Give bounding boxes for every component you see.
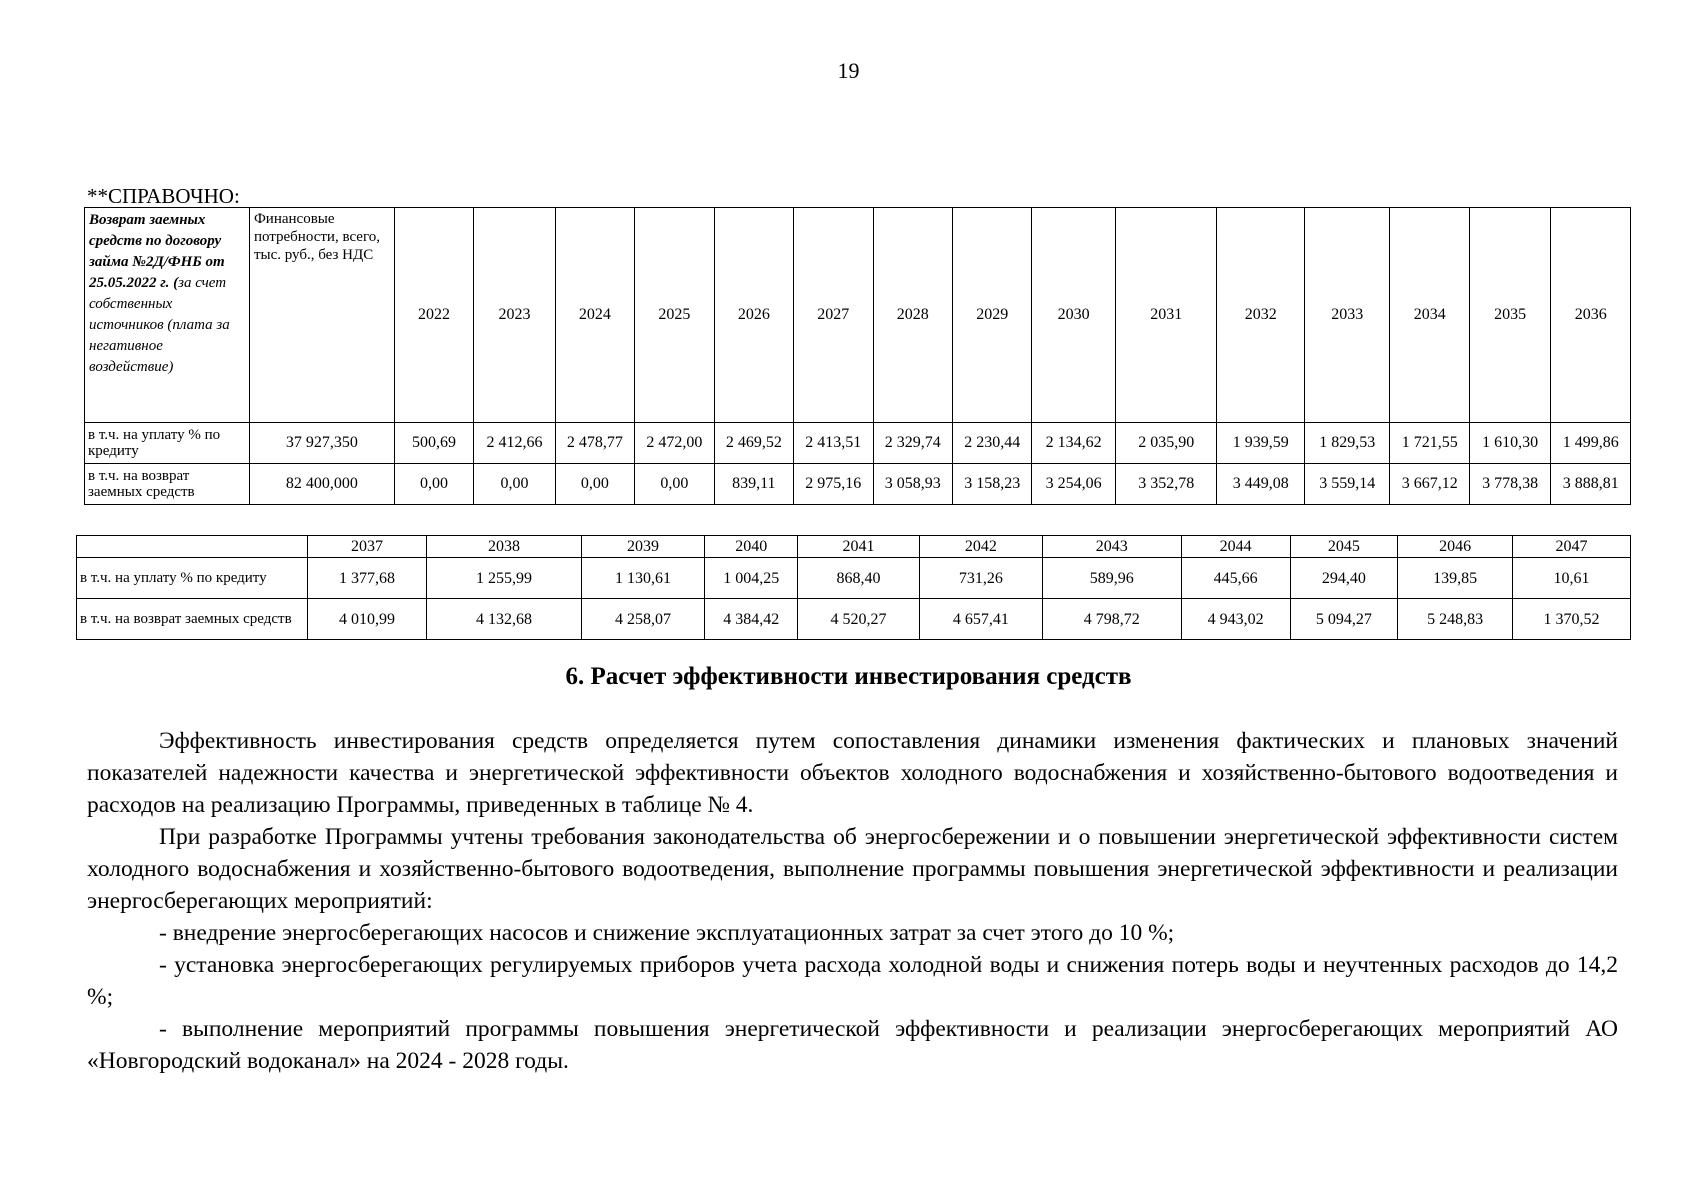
table-cell: 1 255,99 — [427, 558, 581, 599]
table-cell: 2 478,77 — [555, 423, 634, 464]
table2-year-header: 2037 — [307, 536, 427, 558]
table1-year-header: 2026 — [714, 208, 793, 423]
table-row — [77, 558, 1631, 599]
section-title: 6. Расчет эффективности инвестирования средств — [565, 663, 1132, 690]
table1-year-header: 2022 — [394, 208, 473, 423]
table1-year-header: 2031 — [1115, 208, 1217, 423]
table-cell: 1 610,30 — [1469, 423, 1550, 464]
table-cell: 3 352,78 — [1115, 464, 1217, 505]
table2-corner-cell — [77, 536, 308, 558]
row-label: в т.ч. на возврат заемных средств — [77, 599, 308, 640]
table-cell: 1 499,86 — [1551, 423, 1631, 464]
table-cell: 589,96 — [1042, 558, 1181, 599]
table-cell: 1 004,25 — [705, 558, 798, 599]
table-cell: 3 888,81 — [1551, 464, 1631, 505]
table-cell: 4 520,27 — [798, 599, 920, 640]
table1-year-header: 2029 — [952, 208, 1031, 423]
table1-description-cell — [85, 208, 250, 423]
table1-year-header: 2024 — [555, 208, 634, 423]
paragraph: - выполнение мероприятий программы повышения энергетической эффективности и реализации энергосберегающих мероприятий АО «Новгородский водоканал» на 2024 - 2028 годы. — [87, 1016, 1618, 1074]
table-cell: 500,69 — [394, 423, 473, 464]
table2-year-header: 2046 — [1398, 536, 1513, 558]
table-cell: 4 010,99 — [307, 599, 427, 640]
table-cell: 3 254,06 — [1032, 464, 1115, 505]
paragraph: При разработке Программы учтены требования законодательства об энергосбережении и о повышении энергетической эффективности систем холодного водоснабжения и хозяйственно-бытового водоотведения, выполнение программы повышения энергетической эффективности и реализации энергосберегающих мероприятий: — [87, 824, 1618, 914]
table-cell: 868,40 — [798, 558, 920, 599]
table1-year-header: 2023 — [474, 208, 555, 423]
table-cell: 0,00 — [394, 464, 473, 505]
table-cell: 3 778,38 — [1469, 464, 1550, 505]
table2-year-header: 2045 — [1290, 536, 1398, 558]
table1-year-header: 2027 — [794, 208, 873, 423]
table-cell: 4 798,72 — [1042, 599, 1181, 640]
table-cell: 1 721,55 — [1390, 423, 1469, 464]
table1-year-header: 2034 — [1390, 208, 1469, 423]
table2-year-header: 2043 — [1042, 536, 1181, 558]
table-row — [85, 423, 1631, 464]
table-cell: 3 449,08 — [1217, 464, 1305, 505]
table2-year-header: 2042 — [919, 536, 1042, 558]
row-total: 37 927,350 — [249, 423, 394, 464]
table-cell: 1 377,68 — [307, 558, 427, 599]
row-label: в т.ч. на уплату % по кредиту — [85, 423, 250, 464]
table-cell: 139,85 — [1398, 558, 1513, 599]
table2-year-header: 2040 — [705, 536, 798, 558]
table-cell: 3 667,12 — [1390, 464, 1469, 505]
row-total: 82 400,000 — [249, 464, 394, 505]
table-cell: 1 829,53 — [1304, 423, 1389, 464]
table1-year-header: 2025 — [635, 208, 714, 423]
table-cell: 2 035,90 — [1115, 423, 1217, 464]
table-cell: 1 370,52 — [1513, 599, 1631, 640]
table-cell: 0,00 — [555, 464, 634, 505]
table1-year-header: 2036 — [1551, 208, 1631, 423]
table-cell: 4 258,07 — [581, 599, 705, 640]
table-cell: 1 130,61 — [581, 558, 705, 599]
table-cell: 4 943,02 — [1181, 599, 1290, 640]
table2-year-header: 2038 — [427, 536, 581, 558]
paragraph: - установка энергосберегающих регулируемых приборов учета расхода холодной воды и снижения потерь воды и неучтенных расходов до 14,2 %; — [87, 952, 1618, 1010]
row-label: в т.ч. на возврат заемных средств — [85, 464, 250, 505]
page-number: 19 — [837, 58, 860, 83]
table-cell: 5 248,83 — [1398, 599, 1513, 640]
table-row — [85, 464, 1631, 505]
table1-description-bold: Возврат заемных средств по договору займа №2Д/ФНБ от 25.05.2022 г. ( — [89, 212, 225, 291]
table-cell: 2 134,62 — [1032, 423, 1115, 464]
table1-year-header: 2035 — [1469, 208, 1550, 423]
reference-label: **СПРАВОЧНО: — [87, 184, 240, 208]
table-cell: 2 469,52 — [714, 423, 793, 464]
table2-year-header: 2041 — [798, 536, 920, 558]
table-row — [77, 599, 1631, 640]
loan-repayment-table-2037-2047 — [76, 535, 1631, 640]
table-cell: 4 132,68 — [427, 599, 581, 640]
table-cell: 3 158,23 — [952, 464, 1031, 505]
table-cell: 5 094,27 — [1290, 599, 1398, 640]
table-cell: 1 939,59 — [1217, 423, 1305, 464]
table1-year-header: 2032 — [1217, 208, 1305, 423]
table-cell: 839,11 — [714, 464, 793, 505]
table-cell: 2 413,51 — [794, 423, 873, 464]
loan-repayment-table-2022-2036 — [84, 207, 1631, 505]
table-cell: 2 975,16 — [794, 464, 873, 505]
table-cell: 4 657,41 — [919, 599, 1042, 640]
table-cell: 2 412,66 — [474, 423, 555, 464]
table2-year-header: 2044 — [1181, 536, 1290, 558]
table-cell: 731,26 — [919, 558, 1042, 599]
table2-year-header: 2047 — [1513, 536, 1631, 558]
table-cell: 0,00 — [474, 464, 555, 505]
table1-year-header: 2033 — [1304, 208, 1389, 423]
table-cell: 3 559,14 — [1304, 464, 1389, 505]
table1-description-italic: за счет собственных источников (плата за негативное воздействие) — [89, 275, 230, 375]
table-cell: 445,66 — [1181, 558, 1290, 599]
body-text — [87, 725, 1618, 1077]
table-cell: 3 058,93 — [873, 464, 952, 505]
table-cell: 4 384,42 — [705, 599, 798, 640]
row-label: в т.ч. на уплату % по кредиту — [77, 558, 308, 599]
table1-year-header: 2030 — [1032, 208, 1115, 423]
table-cell: 2 230,44 — [952, 423, 1031, 464]
table2-year-header: 2039 — [581, 536, 705, 558]
paragraph: - внедрение энергосберегающих насосов и снижение эксплуатационных затрат за счет этого до 10 %; — [159, 920, 1175, 946]
paragraph: Эффективность инвестирования средств определяется путем сопоставления динамики изменения фактических и плановых значений показателей надежности качества и энергетической эффективности объектов холодного водоснабжения и хозяйственно-бытового водоотведения и расходов на реализацию Программы, приведенных в таблице № 4. — [87, 728, 1618, 818]
table1-financial-header: Финансовые потребности, всего, тыс. руб., без НДС — [249, 208, 394, 423]
table1-year-header: 2028 — [873, 208, 952, 423]
table-cell: 2 329,74 — [873, 423, 952, 464]
table-cell: 2 472,00 — [635, 423, 714, 464]
table-cell: 10,61 — [1513, 558, 1631, 599]
table-cell: 0,00 — [635, 464, 714, 505]
table-cell: 294,40 — [1290, 558, 1398, 599]
